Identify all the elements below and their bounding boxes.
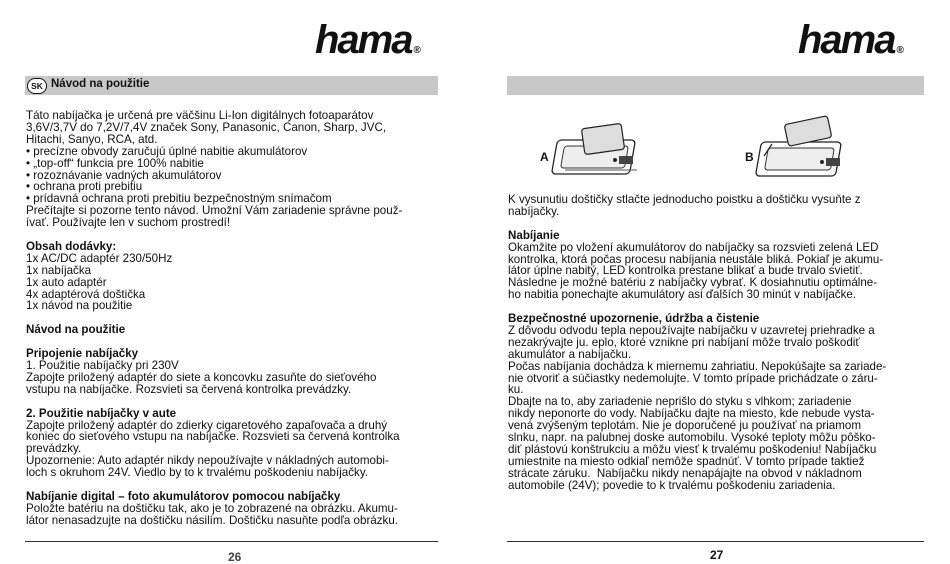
section-header-bar bbox=[25, 76, 438, 95]
text-line: nabíjačky. bbox=[508, 204, 560, 218]
text-line: látor nenasadzujte na doštičku násilím. Doštičku nasuňte podľa obrázku. bbox=[26, 513, 399, 527]
registered-mark: ® bbox=[896, 45, 904, 56]
logo-text: hama bbox=[315, 18, 412, 62]
text-line: 1x AC/DC adaptér 230/50Hz bbox=[26, 251, 173, 265]
text-line: 1. Použitie nabíjačky pri 230V bbox=[26, 358, 179, 372]
text-line: Počas nabíjania dochádza k miernemu zahriatiu. Nepokúšajte sa zariade- bbox=[508, 359, 887, 373]
text-line: ívať. Používajte len v suchom prostredí! bbox=[26, 216, 231, 230]
text-line: Okamžite po vložení akumulátorov do nabíjačky sa rozsvieti zelená LED bbox=[508, 240, 879, 254]
charger-illustration-a bbox=[555, 120, 645, 182]
section-title: Návod na použitie bbox=[51, 78, 150, 90]
left-body-text bbox=[26, 110, 402, 527]
page-number: 27 bbox=[710, 548, 724, 562]
text-line: Z dôvodu odvodu tepla nepoužívajte nabíjačku v uzavretej priehradke a bbox=[508, 323, 875, 337]
text-line: Položte batériu na doštičku tak, ako je to zobrazené na obrázku. Akumu- bbox=[26, 501, 398, 515]
text-line: 4x adaptérová doštička bbox=[26, 287, 146, 301]
text-line: ku. bbox=[508, 383, 524, 397]
text-line: Zapojte priložený adaptér do zdierky cigaretového zapaľovača a druhý bbox=[26, 418, 388, 432]
footer-rule bbox=[507, 541, 924, 542]
logo-text: hama bbox=[798, 18, 895, 62]
text-line: umiestnite na miesto odkiaľ nemôže spadnúť. V tomto prípade taktiež bbox=[508, 454, 865, 468]
text-line: Následne je možné batériu z nabíjačky vybrať. K dosiahnutiu optimálne- bbox=[508, 276, 878, 290]
figure-b-label: B bbox=[745, 150, 754, 164]
section-header-bar bbox=[507, 76, 924, 95]
text-line: • „top-off“ funkcia pre 100% nabitie bbox=[26, 156, 204, 170]
text-line: • rozoznávanie vadných akumulátorov bbox=[26, 168, 222, 182]
text-line: nie otvoriť a súčiastky nedemolujte. V tomto prípade prichádzate o záru- bbox=[508, 371, 878, 385]
heading-line: 2. Použitie nabíjačky v aute bbox=[26, 406, 177, 420]
heading-line: Nabíjanie digital – foto akumulátorov pomocou nabíjačky bbox=[26, 489, 341, 503]
blank-line bbox=[26, 396, 402, 408]
heading-line: Obsah dodávky: bbox=[26, 239, 117, 253]
text-line: Prečítajte si pozorne tento návod. Umožní Vám zariadenie správne použ- bbox=[26, 204, 403, 218]
text-line: Dbajte na to, aby zariadenie neprišlo do styku s vlhkom; zariadenie bbox=[508, 395, 852, 409]
text-line: • precízne obvody zaručujú úplné nabitie akumulátorov bbox=[26, 144, 308, 158]
text-line: automobile (24V); povedie to k trvalému poškodeniu zariadenia. bbox=[508, 478, 836, 492]
figure-a-label: A bbox=[540, 150, 549, 164]
text-line: vstupu na nabíjačke. Rozsvieti sa červená kontrolka prevádzky. bbox=[26, 382, 352, 396]
text-line: vená zvýšeným teplotám. Nie je doporučené ju používať na priamom bbox=[508, 419, 861, 433]
text-line: koniec do sieťového vstupu na nabíjačke. Rozsvieti sa červená kontrolka bbox=[26, 430, 400, 444]
text-line: strácate záruku. Nabíjačku nikdy nenapájajte na obvod v nákladnom bbox=[508, 466, 862, 480]
text-line: Zapojte priložený adaptér do siete a koncovku zasuňte do sieťového bbox=[26, 370, 377, 384]
text-line: diť plástovú konštrukciu a môžu viesť k trvalému poškodeniu! Nabíjačku bbox=[508, 443, 877, 456]
charger-illustration-b bbox=[760, 116, 855, 182]
text-line: Upozornenie: Auto adaptér nikdy nepoužívajte v nákladných automobi- bbox=[26, 454, 389, 468]
right-body-text bbox=[508, 194, 886, 492]
text-line: ho nabitia ponechajte akumulátory asi ďalších 30 minút v nabíjačke. bbox=[508, 288, 857, 302]
language-badge: SK bbox=[27, 78, 47, 94]
heading-line: Nabíjanie bbox=[508, 228, 560, 242]
right-page bbox=[475, 0, 950, 564]
text-line: prevádzky. bbox=[26, 442, 82, 456]
footer-rule bbox=[25, 541, 438, 542]
text-line: • ochrana proti prebitiu bbox=[26, 180, 143, 194]
text-line: Hitachi, Sanyo, RCA, atd. bbox=[26, 132, 158, 146]
text-line: Táto nabíjačka je určená pre väčšinu Li-Ion digitálnych fotoaparátov bbox=[26, 109, 374, 122]
text-line: • prídavná ochrana proti prebitiu bezpečnostným snímačom bbox=[26, 192, 332, 206]
text-line: K vysunutiu doštičky stlačte jednoducho poistku a doštičku vysuňte z bbox=[508, 193, 861, 206]
text-line: kontrolka, ktorá počas procesu nabíjania neustále bliká. Pokiaľ je akumu- bbox=[508, 252, 884, 266]
hama-logo-right bbox=[798, 20, 902, 60]
heading-line: Pripojenie nabíjačky bbox=[26, 347, 139, 361]
text-line: 1x nabíjačka bbox=[26, 263, 92, 277]
text-line: akumulátor a nabíjačku. bbox=[508, 347, 632, 361]
text-line: 1x auto adaptér bbox=[26, 275, 107, 289]
registered-mark: ® bbox=[413, 45, 421, 56]
text-line: slnku, napr. na palubnej doske automobilu. Vysoké teploty môžu pôško- bbox=[508, 431, 876, 445]
blank-line bbox=[508, 218, 886, 230]
text-line: nikdy neponorte do vody. Nabíjačku dajte na miesto, kde nebude vysta- bbox=[508, 407, 875, 421]
text-line: 1x návod na použitie bbox=[26, 299, 133, 313]
text-line: 3,6V/3,7V do 7,2V/7,4V značek Sony, Panasonic, Canon, Sharp, JVC, bbox=[26, 120, 387, 134]
hama-logo-left bbox=[315, 20, 419, 60]
text-line: látor úplne nabitý, LED kontrolka prestane blikať a bude trvalo svietiť. bbox=[508, 264, 863, 278]
text-line: loch s okruhom 24V. Viedlo by to k trvalému poškodeniu nabíjačky. bbox=[26, 466, 368, 480]
heading-line: Návod na použitie bbox=[26, 323, 126, 337]
heading-line: Bezpečnostné upozornenie, údržba a čistenie bbox=[508, 312, 760, 326]
text-line: nezakrývajte ju. eplo, ktoré vznikne pri nabíjaní môže trvalo poškodiť bbox=[508, 335, 860, 349]
page-number: 26 bbox=[228, 550, 242, 564]
